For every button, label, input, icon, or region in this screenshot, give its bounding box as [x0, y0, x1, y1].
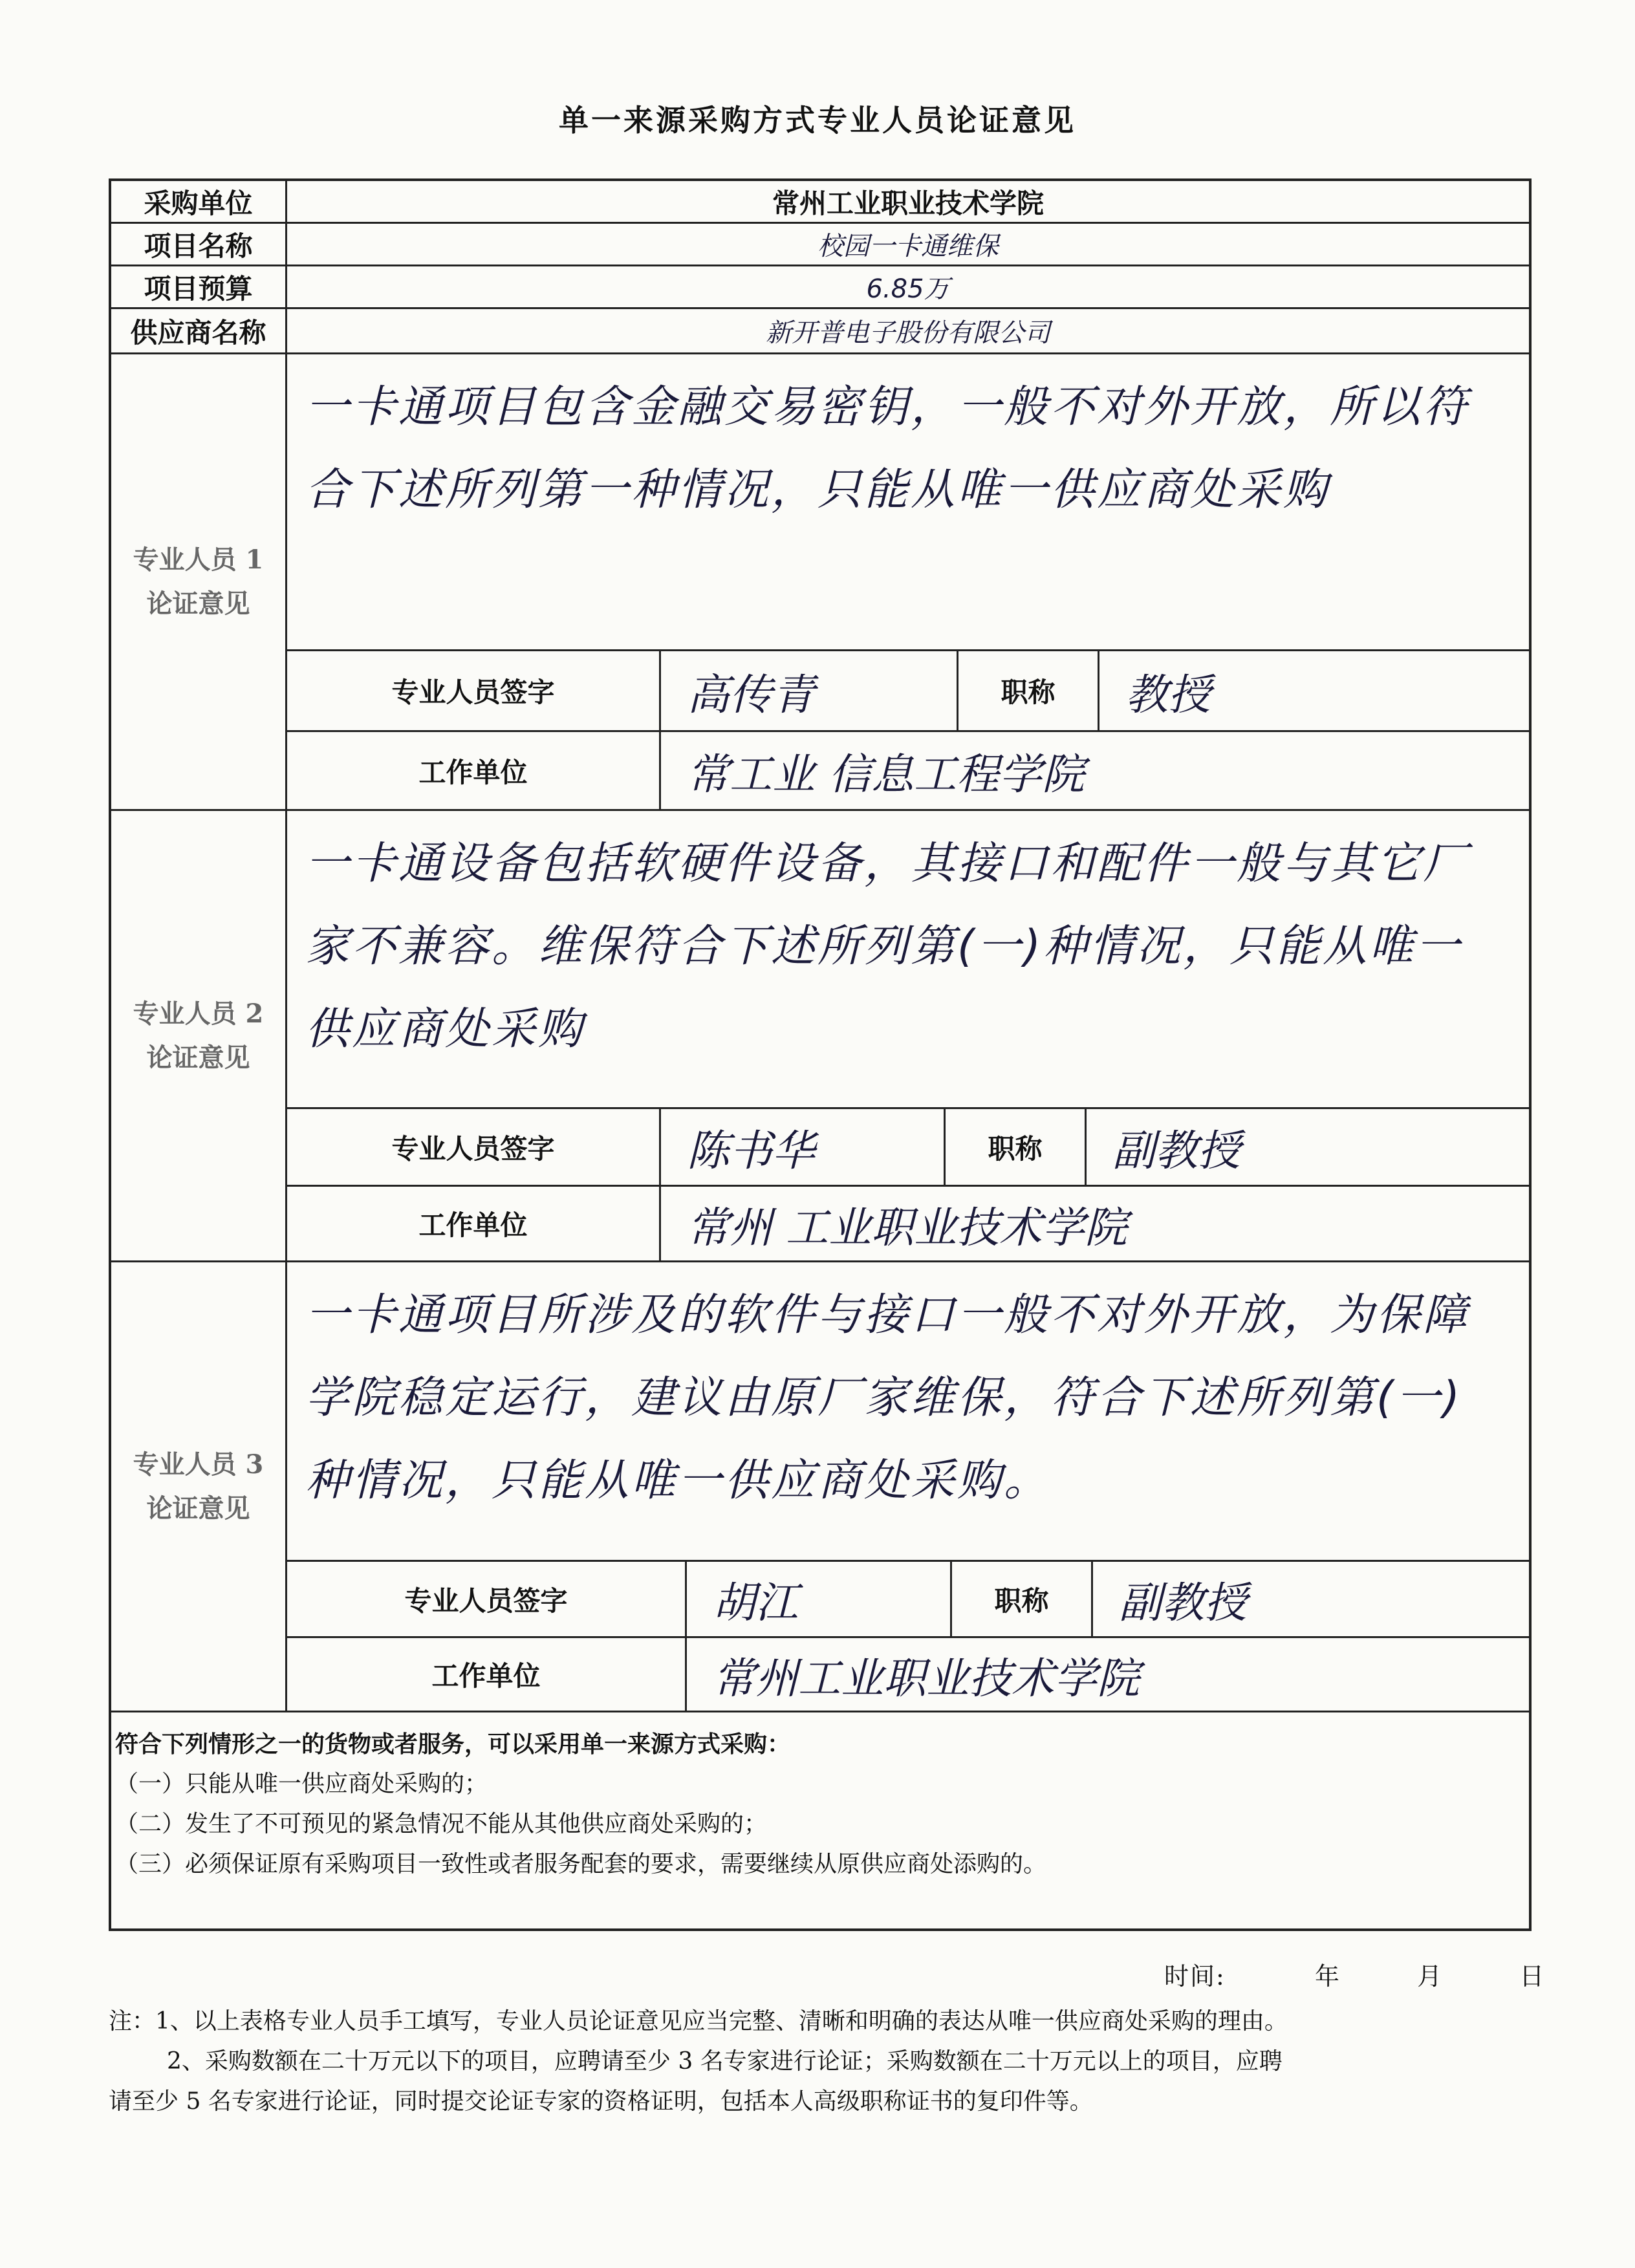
- rule-item-1: （一）只能从唯一供应商处采购的；: [115, 1771, 488, 1797]
- expert-2-work-row: [287, 1185, 1529, 1260]
- expert-2-signature: 陈书华: [661, 1109, 946, 1185]
- expert-1-title-label: 职称: [958, 651, 1099, 730]
- date-line: [1164, 1956, 1545, 1992]
- expert-1-sign-label: 专业人员签字: [287, 651, 661, 730]
- expert-2-label-line1: 专业人员 2: [133, 998, 264, 1029]
- date-label: 时间:: [1164, 1962, 1226, 1991]
- rules-section: [111, 1712, 1529, 1931]
- expert-1-work-row: [287, 730, 1529, 809]
- purchase-unit-label: 采购单位: [111, 181, 287, 222]
- expert-1-section: [111, 354, 1529, 811]
- project-name-label: 项目名称: [111, 224, 287, 265]
- project-budget-value: 6.85万: [866, 274, 950, 304]
- expert-3-title-value: 副教授: [1119, 1578, 1247, 1628]
- expert-3-label: [111, 1262, 287, 1711]
- expert-1-label-line1: 专业人员 1: [133, 544, 264, 575]
- expert-3-section: [111, 1262, 1529, 1712]
- row-project-budget: [111, 266, 1529, 309]
- expert-2-sign-row: [287, 1107, 1529, 1185]
- row-purchase-unit: [111, 181, 1529, 224]
- expert-1-title-value: 教授: [1125, 669, 1211, 720]
- expert-2-work-label: 工作单位: [287, 1187, 661, 1260]
- project-budget-label: 项目预算: [111, 266, 287, 307]
- rules-heading: 符合下列情形之一的货物或者服务，可以采用单一来源方式采购：: [115, 1731, 791, 1758]
- expert-2-label-line2: 论证意见: [146, 1042, 250, 1073]
- supplier-name-value: 新开普电子股份有限公司: [766, 318, 1050, 348]
- expert-3-work-row: [287, 1636, 1529, 1711]
- purchase-unit-value: 常州工业职业技术学院: [772, 187, 1044, 219]
- expert-2-section: [111, 811, 1529, 1262]
- date-month: 月: [1417, 1962, 1444, 1991]
- expert-3-sign-label: 专业人员签字: [287, 1562, 687, 1636]
- expert-1-label: [111, 354, 287, 809]
- expert-3-sign-row: [287, 1560, 1529, 1636]
- row-project-name: [111, 224, 1529, 266]
- supplier-name-label: 供应商名称: [111, 309, 287, 352]
- note-line-1: 注：1、以上表格专业人员手工填写，专业人员论证意见应当完整、清晰和明确的表达从唯一供应商处采购的理由。: [109, 2008, 1288, 2035]
- expert-3-opinion: 一卡通项目所涉及的软件与接口一般不对外开放，为保障学院稳定运行，建议由原厂家维保，符合下述所列第(一)种情况，只能从唯一供应商处采购。: [305, 1290, 1470, 1506]
- document-title: 单一来源采购方式专业人员论证意见: [559, 103, 1076, 138]
- expert-3-label-line1: 专业人员 3: [133, 1449, 264, 1480]
- expert-3-label-line2: 论证意见: [146, 1493, 250, 1524]
- expert-1-label-line2: 论证意见: [146, 588, 250, 619]
- expert-1-work-label: 工作单位: [287, 732, 661, 809]
- note-line-3: 请至少 5 名专家进行论证，同时提交论证专家的资格证明，包括本人高级职称证书的复印件等。: [109, 2088, 1093, 2115]
- expert-2-title-label: 职称: [946, 1109, 1087, 1185]
- rule-item-2: （二）发生了不可预见的紧急情况不能从其他供应商处采购的；: [115, 1811, 768, 1837]
- expert-1-sign-row: [287, 649, 1529, 730]
- expert-3-signature: 胡江: [687, 1562, 952, 1636]
- expert-2-title-value: 副教授: [1112, 1126, 1240, 1176]
- project-name-value: 校园一卡通维保: [817, 232, 999, 261]
- expert-3-work-label: 工作单位: [287, 1638, 687, 1711]
- note-line-2: 2、采购数额在二十万元以下的项目，应聘请至少 3 名专家进行论证；采购数额在二十万元以上的项目，应聘: [167, 2048, 1283, 2075]
- expert-2-sign-label: 专业人员签字: [287, 1109, 661, 1185]
- expert-1-work-value: 常工业 信息工程学院: [687, 750, 1085, 799]
- expert-2-opinion: 一卡通设备包括软硬件设备，其接口和配件一般与其它厂家不兼容。维保符合下述所列第(一)种情况，只能从唯一供应商处采购: [305, 838, 1470, 1055]
- expert-1-opinion: 一卡通项目包含金融交易密钥，一般不对外开放，所以符合下述所列第一种情况，只能从唯一供应商处采购: [305, 382, 1470, 515]
- expert-2-work-value: 常州 工业职业技术学院: [687, 1202, 1127, 1253]
- row-supplier-name: [111, 309, 1529, 354]
- rule-item-3: （三）必须保证原有采购项目一致性或者服务配套的要求，需要继续从原供应商处添购的。: [115, 1851, 1047, 1877]
- form-table: [109, 178, 1532, 1931]
- notes: [109, 2002, 1544, 2122]
- expert-3-work-value: 常州工业职业技术学院: [713, 1653, 1140, 1703]
- date-day: 日: [1519, 1962, 1546, 1991]
- expert-2-label: [111, 811, 287, 1260]
- expert-3-title-label: 职称: [952, 1562, 1093, 1636]
- date-year: 年: [1315, 1962, 1341, 1991]
- expert-1-signature: 高传青: [661, 651, 958, 730]
